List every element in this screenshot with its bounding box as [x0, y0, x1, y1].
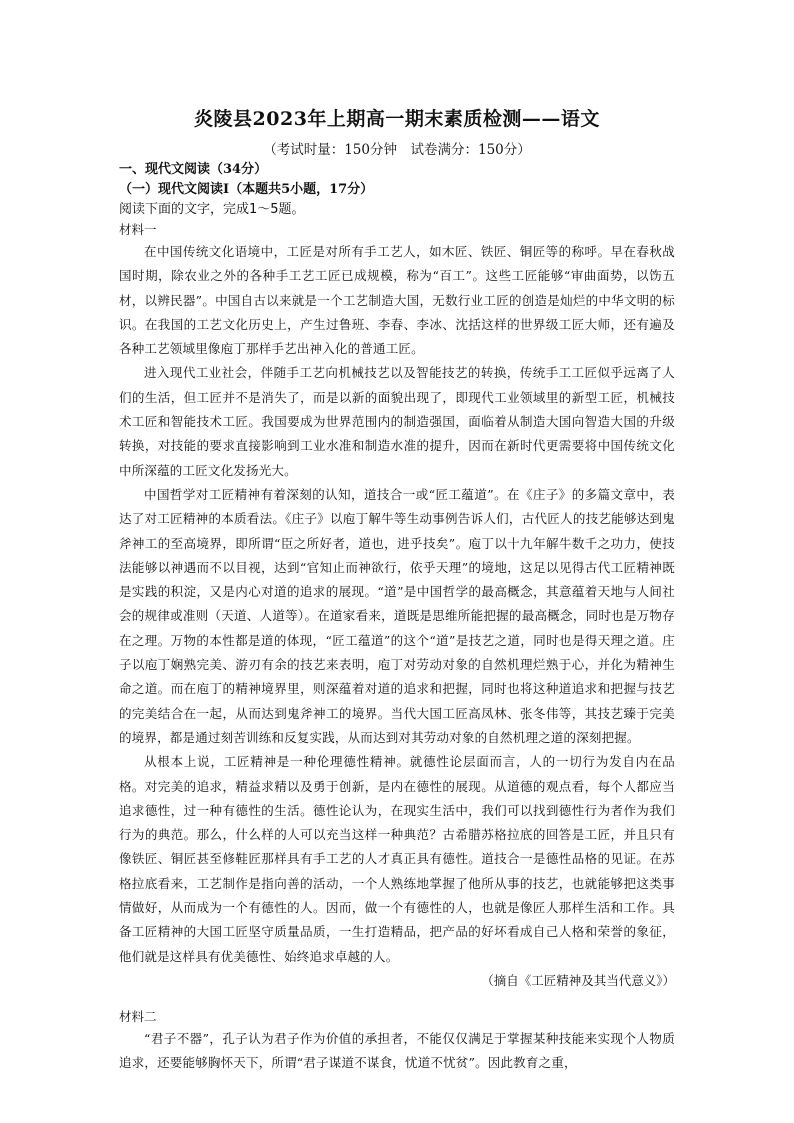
material-one-paragraph-1: 在中国传统文化语境中，工匠是对所有手工艺人，如木匠、铁匠、铜匠等的称呼。早在春秋战国时期，除农业之外的各种手工艺工匠已成规模，称为“百工”。这些工匠能够“审曲面势，以饬五材，以辨民器”。中国自古以来就是一个工艺制造大国，无数行业工匠的创造是灿烂的中华文明的标识。在我国的工艺文化历史上，产生过鲁班、李春、李冰、沈括这样的世界级工匠大师，还有遍及各种工艺领域里像庖丁那样手艺出神入化的普通工匠。 [119, 244, 675, 357]
exam-info: （考试时量：150分钟 试卷满分：150分） [263, 142, 531, 158]
section-spacer [119, 993, 675, 1007]
material-two-label: 材料二 [119, 1008, 157, 1024]
material-two-paragraph-1: “君子不器”，孔子认为君子作为价值的承担者，不能仅仅满足于掌握某种技能来实现个人物质追求，还要能够胸怀天下，所谓“君子谋道不谋食，忧道不忧贫”。因此教育之重， [119, 1030, 675, 1071]
material-one-paragraph-4: 从根本上说，工匠精神是一种伦理德性精神。就德性论层面而言，人的一切行为发自内在品格。对完美的追求，精益求精以及勇于创新，是内在德性的展现。从道德的观点看，每个人都应当追求德性，过一种有德性的生活。德性论认为，在现实生活中，我们可以找到德性行为者作为我们行为的典范。那么，什么样的人可以充当这样一种典范？古希腊苏格拉底的回答是工匠，并且只有像铁匠、铜匠甚至修鞋匠那样具有手工艺的人才真正具有德性。道技合一是德性品格的见证。在苏格拉底看来，工艺制作是指向善的活动，一个人熟练地掌握了他所从事的技艺，也就能够把这类事情做好，从而成为一个有德性的人。因而，做一个有德性的人，也就是像匠人那样生活和工作。具备工匠精神的大国工匠坚守质量品质，一生打造精品，把产品的好坏看成自己人格和荣誉的象征，他们就是这样具有优美德性、始终追求卓越的人。 [119, 754, 675, 964]
section-heading: 一、现代文阅读（34分） [119, 162, 268, 177]
subsection-heading: （一）现代文阅读Ⅰ（本题共5小题，17分） [119, 182, 374, 197]
exam-content [119, 160, 675, 1076]
material-one-paragraph-3: 中国哲学对工匠精神有着深刻的认知，道技合一或“匠工蕴道”。在《庄子》的多篇文章中，表达了对工匠精神的本质看法。《庄子》以庖丁解牛等生动事例告诉人们，古代匠人的技艺能够达到鬼斧神工的至高境界，即所谓“臣之所好者，道也，进乎技矣”。庖丁以十九年解牛数千之功力，使技法能够以神遇而不以目视，达到“官知止而神欲行，依乎天理”的境地，这足以见得古代工匠精神既是实践的积淀，又是内心对道的追求的展现。“道”是中国哲学的最高概念，其意蕴着天地与人间社会的规律或准则（天道、人道等）。在道家看来，道既是思维所能把握的最高概念，同时也是万物存在之理。万物的本性都是道的体现，“匠工蕴道”的这个“道”是技艺之道，同时也是得天理之道。庄子以庖丁娴熟完美、游刃有余的技艺来表明，庖丁对劳动对象的自然机理烂熟于心，并化为精神生命之道。而在庖丁的精神境界里，则深蕴着对道的追求和把握，同时也将这种道追求和把握与技艺的完美结合在一起，从而达到鬼斧神工的境界。当代大国工匠高凤林、张冬伟等，其技艺臻于完美的境界，都是通过刻苦训练和反复实践，从而达到对其劳动对象的自然机理之道的深刻把握。 [119, 486, 675, 745]
page-title: 炎陵县2023年上期高一期末素质检测——语文 [194, 108, 600, 130]
reading-instruction: 阅读下面的文字，完成1～5题。 [119, 202, 305, 217]
material-one-paragraph-2: 进入现代工业社会，伴随手工艺向机械技艺以及智能技艺的转换，传统手工工匠似乎远离了人们的生活，但工匠并不是消失了，而是以新的面貌出现了，即现代工业领域里的新型工匠，机械技术工匠和智能技术工匠。我国要成为世界范围内的制造强国，面临着从制造大国向智造大国的升级转换，对技能的要求直接影响到工业水准和制造水准的提升，因而在新时代更需要将中国传统文化中所深蕴的工匠文化发扬光大。 [119, 365, 675, 478]
material-one-label: 材料一 [119, 222, 157, 237]
material-one-source: （摘自《工匠精神及其当代意义》） [481, 972, 675, 988]
